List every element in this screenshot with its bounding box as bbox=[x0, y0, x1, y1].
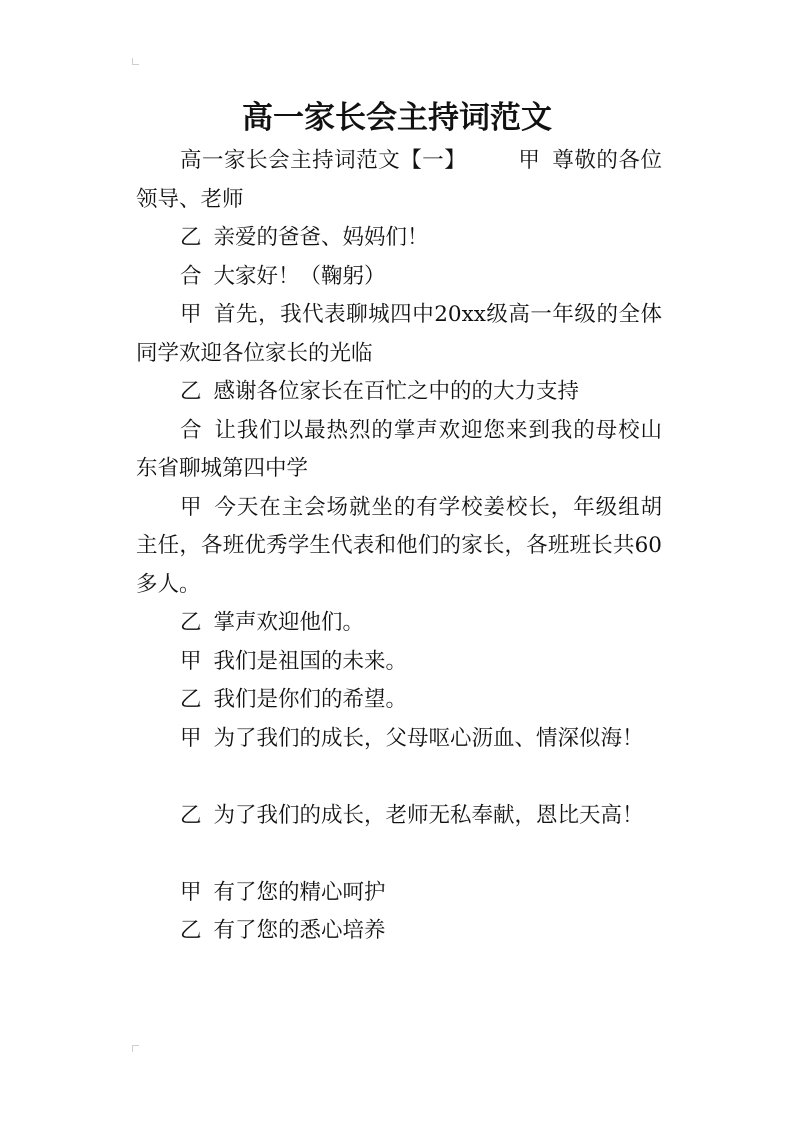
dialogue-line bbox=[136, 643, 662, 682]
page-corner-mark-top bbox=[132, 58, 139, 65]
speaker-label: 乙 bbox=[180, 225, 202, 250]
dialogue-line bbox=[136, 373, 662, 412]
page-corner-mark-bottom bbox=[132, 1045, 139, 1052]
speaker-label: 乙 bbox=[180, 687, 202, 712]
dialogue-line bbox=[136, 258, 662, 297]
line-text: 感谢各位家长在百忙之中的的大力支持 bbox=[213, 379, 580, 404]
document-title: 高一家长会主持词范文 bbox=[242, 100, 552, 136]
line-text: 我们是你们的希望。 bbox=[213, 687, 408, 712]
blank-line bbox=[136, 758, 662, 797]
dialogue-line bbox=[136, 912, 662, 951]
dialogue-line bbox=[136, 720, 662, 759]
speaker-label: 甲 bbox=[180, 879, 202, 905]
line-text: 今天在主会场就坐的有学校姜校长，年级组胡主任，各班优秀学生代表和他们的家长，各班班长共60多人。 bbox=[136, 494, 662, 597]
speaker-label: 甲 bbox=[180, 494, 202, 520]
line-text: 我们是祖国的未来。 bbox=[213, 648, 408, 674]
line-text: 大家好！（鞠躬） bbox=[213, 263, 386, 289]
line-text: 为了我们的成长，父母呕心沥血、情深似海！ bbox=[213, 725, 644, 751]
dialogue-line bbox=[136, 681, 662, 720]
dialogue-line bbox=[136, 296, 662, 373]
speaker-label: 乙 bbox=[180, 379, 202, 404]
section-heading: 高一家长会主持词范文【一】 bbox=[180, 148, 467, 173]
line-text: 亲爱的爸爸、妈妈们！ bbox=[213, 225, 429, 250]
line-text: 有了您的悉心培养 bbox=[213, 918, 386, 943]
dialogue-line bbox=[136, 489, 662, 605]
line-text: 为了我们的成长，老师无私奉献，恩比天高！ bbox=[213, 802, 644, 828]
dialogue-line bbox=[136, 219, 662, 258]
dialogue-line bbox=[136, 874, 662, 913]
speaker-label: 乙 bbox=[180, 610, 202, 635]
dialogue-line bbox=[136, 604, 662, 643]
dialogue-line bbox=[136, 412, 662, 489]
line-text: 首先，我代表聊城四中20xx级高一年级的全体同学欢迎各位家长的光临 bbox=[136, 302, 662, 366]
speaker-label: 甲 bbox=[518, 148, 540, 173]
line-text: 有了您的精心呵护 bbox=[213, 879, 386, 905]
blank-line bbox=[136, 835, 662, 874]
speaker-label: 甲 bbox=[180, 648, 202, 674]
line-text: 掌声欢迎他们。 bbox=[213, 610, 365, 635]
speaker-label: 乙 bbox=[180, 918, 202, 943]
line-text: 让我们以最热烈的掌声欢迎您来到我的母校山东省聊城第四中学 bbox=[136, 417, 662, 481]
dialogue-line bbox=[136, 797, 662, 836]
intro-paragraph bbox=[136, 142, 662, 219]
line-text: 尊敬的各位领导、老师 bbox=[136, 148, 662, 212]
speaker-label: 乙 bbox=[180, 802, 202, 828]
speaker-label: 合 bbox=[180, 417, 202, 443]
document-body bbox=[136, 142, 662, 951]
speaker-label: 合 bbox=[180, 263, 202, 289]
speaker-label: 甲 bbox=[180, 725, 202, 751]
speaker-label: 甲 bbox=[180, 302, 202, 327]
